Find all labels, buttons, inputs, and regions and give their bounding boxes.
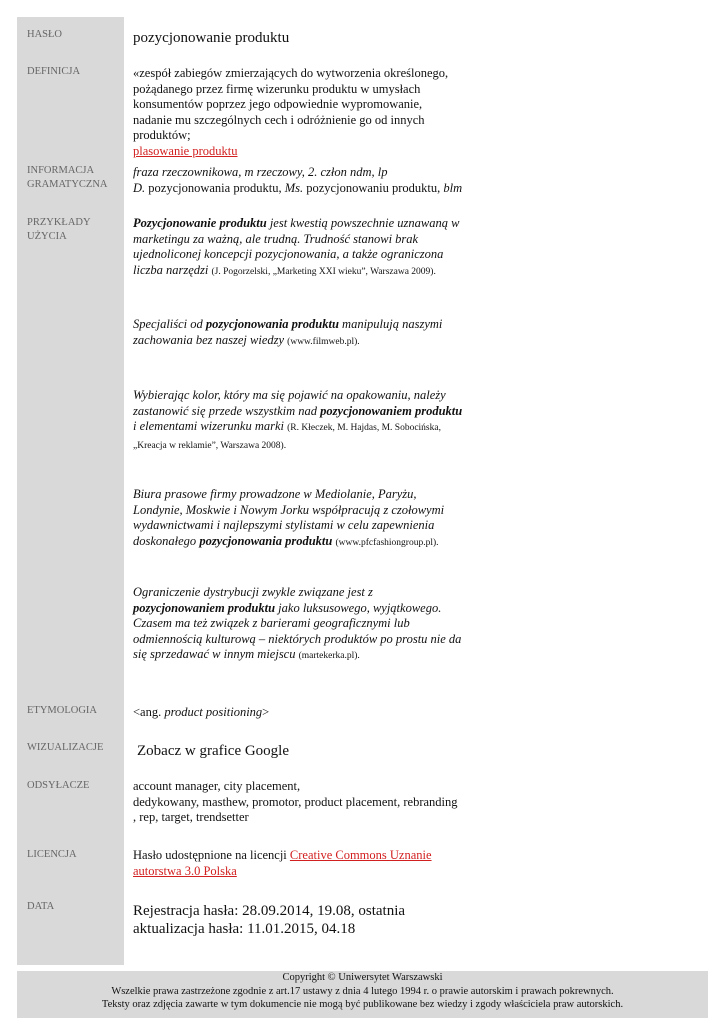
etymology: [133, 705, 463, 721]
example-source: (martekerka.pl).: [298, 651, 360, 661]
label-etymologia: ETYMOLOGIA: [27, 705, 97, 716]
references: [133, 779, 473, 826]
example-term: pozycjonowania produktu: [199, 533, 333, 548]
example-term: pozycjonowaniem produktu: [133, 600, 276, 615]
example-text: Wybierając kolor, który ma się pojawić na opakowaniu, należy zastanowić się przede wszystkim nad: [133, 388, 446, 418]
label-informacja-gramatyczna: INFORMACJA GRAMATYCZNA: [27, 165, 108, 190]
label-odsylacze: ODSYŁACZE: [27, 780, 90, 791]
definition-link[interactable]: plasowanie produktu: [133, 143, 238, 158]
example-source: (www.pfcfashiongroup.pl).: [335, 537, 439, 548]
etymology-close: >: [262, 705, 270, 719]
license-text: Hasło udostępnione na licencji: [133, 848, 287, 862]
references-line: , rep, target, trendsetter: [133, 810, 249, 824]
example-2: [133, 317, 463, 350]
grammar-ms-abbr: Ms.: [284, 180, 304, 195]
grammar-info: [133, 165, 463, 196]
example-4: [133, 487, 463, 551]
entry-date: Rejestracja hasła: 28.09.2014, 19.08, ostatnia aktualizacja hasła: 11.01.2015, 04.18: [133, 903, 406, 937]
definition: [133, 66, 463, 159]
example-source: (J. Pogorzelski, „Marketing XXI wieku”, Warszawa 2009).: [211, 266, 436, 277]
example-text: Biura prasowe firmy prowadzone w Mediolanie, Paryżu, Londynie, Moskwie i Nowym Jorku współpracują z czołowymi wydawnictwami i najlepszymi stylistami w celu zapewnienia doskonałego: [133, 487, 445, 548]
google-images-link[interactable]: Zobacz w grafice Google: [137, 743, 290, 759]
label-haslo: HASŁO: [27, 29, 63, 40]
etymology-term: product positioning: [164, 705, 263, 719]
etymology-open: <ang.: [133, 705, 162, 719]
footer-rights: Wszelkie prawa zastrzeżone zgodnie z art.17 ustawy z dnia 4 lutego 1994 r. o prawie autorskim i prawach pokrewnych.: [111, 985, 614, 997]
example-3: [133, 388, 463, 454]
entry-term: pozycjonowanie produktu: [133, 30, 290, 46]
example-text: jest kwestią powszechnie uznawaną w marketingu za ważną, ale trudną. Trudność stanowi brak ujednoliconej koncepcji pozycjonowania, a także ograniczona liczba narzędzi: [133, 216, 460, 277]
footer-notice: Teksty oraz zdjęcia zawarte w tym dokumencie nie mogą być publikowane bez wiedzy i zgody właściciela praw autorskich.: [101, 999, 624, 1010]
label-licencja: LICENCJA: [27, 849, 77, 860]
example-text: i elementami wizerunku marki: [133, 419, 285, 433]
references-line: dedykowany, masthew, promotor, product placement, rebranding: [133, 794, 458, 809]
grammar-d-abbr: D.: [133, 180, 146, 195]
label-data: DATA: [27, 901, 55, 912]
example-term: Pozycjonowanie produktu: [133, 216, 267, 230]
label-przyklady-uzycia: PRZYKŁADY UŻYCIA: [27, 217, 91, 242]
grammar-d-form: pozycjonowania produktu,: [148, 180, 282, 195]
example-text: Specjaliści od: [133, 317, 206, 331]
example-1: [133, 216, 463, 280]
label-wizualizacje: WIZUALIZACJE: [27, 742, 104, 753]
license: [133, 848, 463, 879]
example-source: (R. Kłeczek, M. Hajdas, M. Sobocińska, „Kreacja w reklamie”, Warszawa 2008).: [133, 423, 441, 451]
footer: [17, 971, 708, 1018]
grammar-ms-form: pozycjonowaniu produktu,: [306, 180, 441, 195]
license-link[interactable]: Creative Commons Uznanie autorstwa 3.0 Polska: [133, 848, 432, 878]
label-column: [17, 17, 124, 965]
grammar-line1: fraza rzeczownikowa, m rzeczowy, 2. człon ndm, lp: [133, 165, 388, 179]
definition-text: «zespół zabiegów zmierzających do wytworzenia określonego, pożądanego przez firmę wizerunku produktu w umysłach konsumentów poprzez jego odpowiednie wypromowanie, nadanie mu szczególnych cech i odróżnienie go od innych produktów;: [133, 66, 449, 142]
example-text: Ograniczenie dystrybucji zwykle związane jest z: [133, 585, 373, 599]
example-term: pozycjonowaniem produktu: [320, 403, 463, 418]
label-definicja: DEFINICJA: [27, 66, 81, 77]
example-5: [133, 585, 463, 665]
example-text: jako luksusowego, wyjątkowego. Czasem ma też związek z barierami geograficznymi lub odmiennością kulturową – niektórych produktów po prostu nie da się sprzedawać w innym miejscu: [133, 600, 462, 661]
references-line: account manager, city placement,: [133, 779, 301, 793]
example-source: (www.filmweb.pl).: [287, 336, 360, 347]
grammar-blm: blm: [443, 180, 463, 195]
footer-copyright: Copyright © Uniwersytet Warszawski: [282, 972, 443, 983]
example-term: pozycjonowania produktu: [205, 317, 339, 331]
example-text: manipulują naszymi zachowania bez naszej wiedzy: [133, 317, 443, 347]
